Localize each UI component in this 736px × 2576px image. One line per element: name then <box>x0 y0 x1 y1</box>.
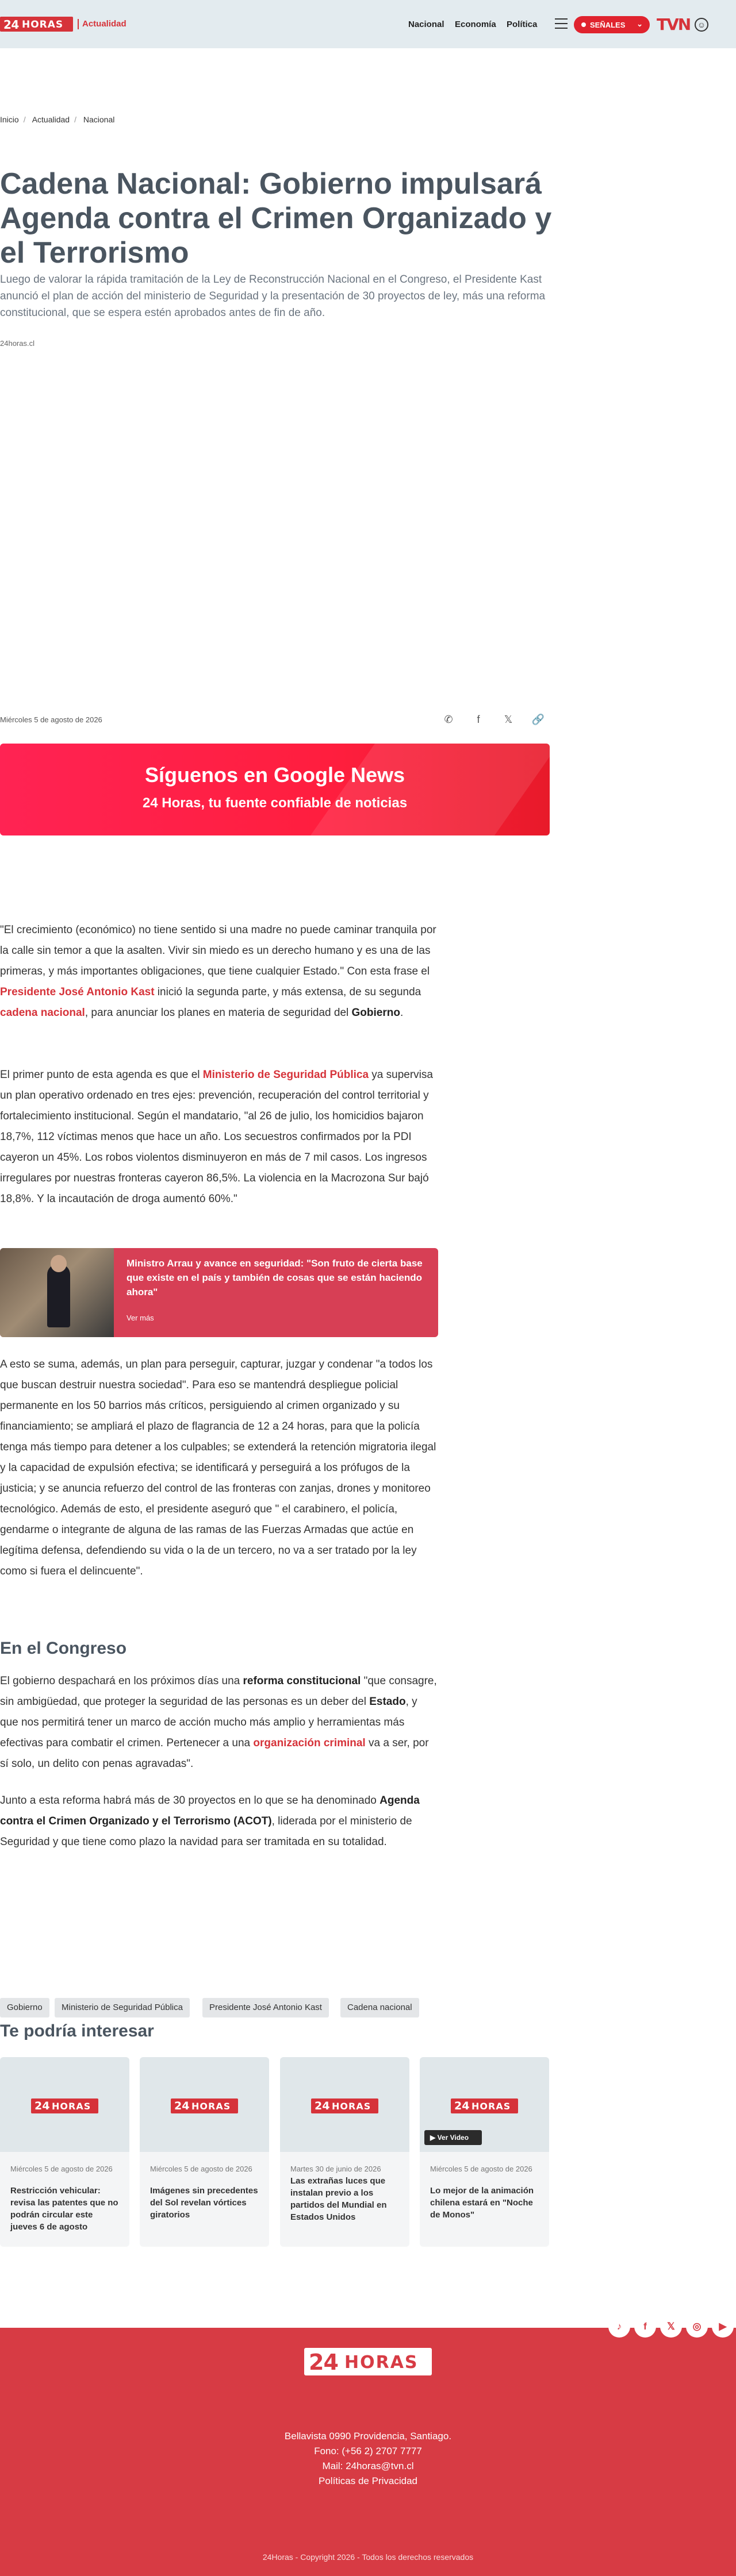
tag-cadena-nacional[interactable]: Cadena nacional <box>340 1998 419 2017</box>
paragraph-1 <box>0 920 438 1023</box>
tag-gobierno[interactable]: Gobierno <box>0 1998 49 2017</box>
footer-address: Bellavista 0990 Providencia, Santiago. <box>284 2431 452 2442</box>
card-title[interactable]: Restricción vehicular: revisa las patentes que no podrán circular este jueves 6 de agosto <box>10 2186 118 2232</box>
paragraph-4 <box>0 1671 438 1774</box>
text: El gobierno despachará en los próximos días una <box>0 1675 243 1687</box>
related-title: Ministro Arrau y avance en seguridad: "Son fruto de cierta base que existe en el país y también de cosas que se están haciendo ahora" <box>126 1258 423 1297</box>
text: , liderada por el ministerio de Seguridad y que tiene como plazo la navidad para ser tramitada en su totalidad. <box>0 1815 412 1848</box>
article-source: 24horas.cl <box>0 339 34 348</box>
x-icon[interactable]: 𝕏 <box>660 2316 682 2338</box>
footer-copyright: 24Horas - Copyright 2026 - Todos los derechos reservados <box>262 2552 474 2562</box>
bold-estado: Estado <box>369 1696 406 1708</box>
x-icon[interactable]: 𝕏 <box>504 714 513 725</box>
text: "que consagre, sin ambigüedad, que proteger la seguridad de las personas es un deber del <box>0 1675 437 1708</box>
accessibility-icon[interactable]: ☺ <box>695 18 708 32</box>
facebook-icon[interactable]: f <box>477 714 480 725</box>
google-news-banner[interactable] <box>0 744 550 835</box>
signals-label: SEÑALES <box>590 21 626 29</box>
footer-mail[interactable]: Mail: 24horas@tvn.cl <box>322 2461 414 2471</box>
site-header <box>0 0 736 48</box>
text: , para anunciar los planes en materia de seguridad del <box>85 1007 352 1019</box>
footer-privacy-link[interactable]: Políticas de Privacidad <box>319 2475 417 2486</box>
article-lead: Luego de valorar la rápida tramitación de la Ley de Reconstrucción Nacional en el Congreso, el Presidente Kast anunció el plan de acción del ministerio de Seguridad y la presentación de 30 proyectos de ley, más una reforma constitucional, que se espera estén aprobados antes de fin de año. <box>0 274 546 319</box>
signals-dropdown[interactable] <box>574 16 650 33</box>
bold-gobierno: Gobierno <box>351 1007 400 1019</box>
google-news-subtitle: 24 Horas, tu fuente confiable de noticias <box>142 795 408 811</box>
paragraph-5 <box>0 1791 438 1853</box>
logo-word: HORAS <box>22 19 64 30</box>
link-icon[interactable]: 🔗 <box>531 714 545 725</box>
bold-acot: Agenda contra el Crimen Organizado y el Terrorismo (ACOT) <box>0 1795 420 1827</box>
logo-number: 24 <box>3 18 19 32</box>
article-title: Cadena Nacional: Gobierno impulsará Agenda contra el Crimen Organizado y el Terrorismo <box>0 167 552 269</box>
link-ministerio-seguridad[interactable]: Ministerio de Seguridad Pública <box>202 1069 369 1081</box>
text: inició la segunda parte, y más extensa, de su segunda <box>154 986 421 998</box>
bold-reforma: reforma constitucional <box>243 1675 361 1687</box>
card-date: Miércoles 5 de agosto de 2026 <box>430 2165 532 2173</box>
footer-phone: Fono: (+56 2) 2707 7777 <box>314 2446 422 2456</box>
google-news-title: Síguenos en Google News <box>144 763 405 787</box>
section-label[interactable]: Actualidad <box>78 19 126 29</box>
tvn-logo[interactable]: TVN <box>657 15 691 34</box>
article-date: Miércoles 5 de agosto de 2026 <box>0 715 102 724</box>
link-cadena-nacional[interactable]: cadena nacional <box>0 1007 85 1019</box>
related-article-card[interactable] <box>0 1248 438 1337</box>
text: , y que nos permitirá tener un marco de acción mucho más amplio y herramientas más efectivas para combatir el crimen. Pertenecer a una <box>0 1696 417 1749</box>
site-logo[interactable] <box>0 17 73 32</box>
recommended-card[interactable] <box>140 2057 269 2247</box>
paragraph-3: A esto se suma, además, un plan para perseguir, capturar, juzgar y condenar "a todos los que buscan destruir nuestra sociedad". Para eso se mantendrá despliegue policial permanente en los 50 barrios más críticos, persiguiendo al crimen organizado y su financiamiento; se ampliará el plazo de flagrancia de 12 a 24 horas, para que la policía tenga más tiempo para detener a los culpables; se extenderá la retención migratoria ilegal y la capacidad de expulsión efectiva; se identificará y perseguirá a los prófugos de la justicia; y se anuncia refuerzo del control de las fronteras con zanjas, drones y monitoreo tecnológico. Además de esto, el presidente aseguró que " el carabinero, el policía, gendarme o integrante de alguna de las ramas de las Fuerzas Armadas que actúe en legítima defensa, defendiendo su vida o la de un tercero, no va a ser tratado por la ley como si fuera el delincuente". <box>0 1358 436 1577</box>
footer-logo-number: 24 <box>309 2350 338 2375</box>
breadcrumb-actualidad[interactable]: Actualidad <box>32 115 70 124</box>
facebook-icon[interactable]: f <box>634 2316 656 2338</box>
card-image: 24 HORAS ▶ Ver Video <box>420 2057 549 2152</box>
card-title[interactable]: Imágenes sin precedentes del Sol revelan vórtices giratorios <box>150 2186 258 2220</box>
recommended-card[interactable] <box>0 2057 129 2247</box>
tag-ministerio[interactable]: Ministerio de Seguridad Pública <box>55 1998 190 2017</box>
recommended-card[interactable] <box>280 2057 409 2247</box>
card-image: 24 HORAS <box>280 2057 409 2152</box>
card-title[interactable]: Las extrañas luces que instalan previo a los partidos del Mundial en Estados Unidos <box>290 2176 387 2222</box>
video-badge-label: Ver Video <box>437 2134 469 2142</box>
text: "El crecimiento (económico) no tiene sentido si una madre no puede caminar tranquila por la calle sin temor a que la asalten. Vivir sin miedo es un derecho humano y es una de las primeras, y más importantes obligaciones, que tiene cualquier Estado." Con esta frase el <box>0 924 436 977</box>
tiktok-icon[interactable]: ♪ <box>608 2316 630 2338</box>
related-more-link[interactable]: Ver más <box>126 1314 154 1322</box>
nav-nacional[interactable]: Nacional <box>408 20 444 29</box>
card-image: 24 HORAS <box>140 2057 269 2152</box>
text: . <box>400 1007 404 1019</box>
footer-logo-word: HORAS <box>344 2352 419 2373</box>
banner-decoration <box>310 744 550 835</box>
text: ya supervisa un plan operativo ordenado en tres ejes: prevención, recuperación del control territorial y fortalecimiento institucional. Según el mandatario, "al 26 de julio, los homicidios bajaron 18,7%, 112 víctimas menos que hace un año. Los secuestros confirmados por la PDI cayeron un 45%. Los robos violentos disminuyeron en más de 7 mil casos. Los ingresos irregulares por nuestras fronteras cayeron 86,5%. La violencia en la Macrozona Sur bajó 18,8%. Y la incautación de droga aumentó 60%." <box>0 1069 433 1205</box>
nav-politica[interactable]: Política <box>507 20 538 29</box>
nav-economia[interactable]: Economía <box>455 20 496 29</box>
breadcrumb <box>0 115 119 124</box>
text: Junto a esta reforma habrá más de 30 proyectos en lo que se ha denominado <box>0 1795 380 1807</box>
link-organizacion-criminal[interactable]: organización criminal <box>253 1737 366 1749</box>
breadcrumb-separator: / <box>23 115 26 124</box>
card-date: Miércoles 5 de agosto de 2026 <box>10 2165 113 2173</box>
chevron-down-icon: ⌄ <box>637 20 643 28</box>
related-thumbnail <box>0 1248 114 1337</box>
breadcrumb-nacional[interactable]: Nacional <box>83 115 115 124</box>
tag-presidente[interactable]: Presidente José Antonio Kast <box>202 1998 329 2017</box>
subheading-congreso: En el Congreso <box>0 1639 127 1658</box>
breadcrumb-separator: / <box>74 115 76 124</box>
card-image: 24 HORAS <box>0 2057 129 2152</box>
card-date: Martes 30 de junio de 2026 <box>290 2165 381 2173</box>
card-date: Miércoles 5 de agosto de 2026 <box>150 2165 252 2173</box>
recommended-card[interactable] <box>420 2057 549 2247</box>
link-presidente-kast[interactable]: Presidente José Antonio Kast <box>0 986 155 998</box>
live-dot-icon <box>581 22 586 27</box>
card-title[interactable]: Lo mejor de la animación chilena estará en "Noche de Monos" <box>430 2186 534 2220</box>
menu-icon[interactable] <box>555 18 568 29</box>
text: va a ser, por sí solo, un delito con penas agravadas". <box>0 1737 429 1770</box>
footer-logo[interactable] <box>304 2348 432 2375</box>
instagram-icon[interactable]: ◎ <box>686 2316 708 2338</box>
whatsapp-icon[interactable]: ✆ <box>444 714 453 725</box>
video-badge[interactable]: ▶ Ver Video <box>424 2130 482 2145</box>
video-player-area[interactable] <box>0 360 550 699</box>
recommended-title: Te podría interesar <box>0 2021 154 2040</box>
paragraph-2 <box>0 1065 438 1210</box>
breadcrumb-inicio[interactable]: Inicio <box>0 115 19 124</box>
youtube-icon[interactable]: ▶ <box>712 2316 734 2338</box>
text: El primer punto de esta agenda es que el <box>0 1069 203 1081</box>
